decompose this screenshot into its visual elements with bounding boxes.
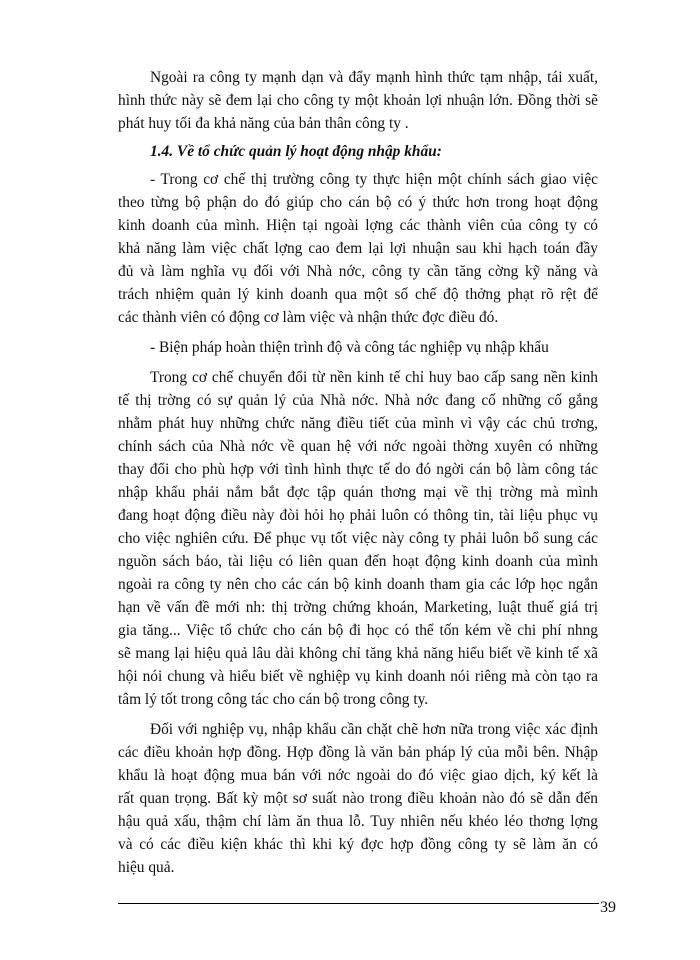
paragraph-line: sẽ mang lại hiệu quả lâu dài không chỉ tăng khả năng hiểu biết về kinh tế xã	[118, 645, 598, 662]
paragraph-line: theo từng bộ phận do đó giúp cho cán bộ có ý thức hơn trong hoạt động	[118, 194, 598, 211]
paragraph-line: các thành viên có động cơ làm việc và nhận thức đợc điều đó.	[118, 309, 499, 326]
paragraph-line: đang hoạt động điều này đòi hỏi họ phải luôn có thông tin, tài liệu phục vụ	[118, 507, 598, 524]
paragraph-line: và có các điều kiện khác thì khi ký đợc hợp đồng công ty sẽ làm ăn có	[118, 836, 598, 853]
paragraph-line: tâm lý tốt trong công tác cho cán bộ trong công ty.	[118, 691, 429, 708]
paragraph-line: hình thức này sẽ đem lại cho công ty một khoản lợi nhuận lớn. Đồng thời sẽ	[118, 92, 598, 109]
section-heading: 1.4. Về tổ chức quản lý hoạt động nhập khẩu:	[150, 143, 442, 160]
paragraph-line: ngoài ra công ty nên cho các cán bộ kinh doanh tham gia các lớp học ngắn	[118, 576, 598, 593]
paragraph-line: Trong cơ chế chuyển đổi từ nền kinh tế chỉ huy bao cấp sang nền kinh	[150, 369, 598, 386]
paragraph-line: gia tăng... Việc tổ chức cho cán bộ đi học có thể tốn kém về chi phí nhng	[118, 622, 598, 639]
paragraph-line: nhập khẩu phải nắm bắt đợc tập quán thơng mại về thị trờng mà mình	[118, 484, 598, 501]
paragraph-line: khả năng làm việc chất lợng cao đem lại lợi nhuận sau khi hạch toán đầy	[118, 240, 598, 257]
paragraph-line: Đối với nghiệp vụ, nhập khẩu cần chặt chẽ hơn nữa trong việc xác định	[150, 721, 598, 738]
document-body	[118, 66, 598, 879]
paragraph-line: rất quan trọng. Bất kỳ một sơ suất nào trong điều khoản nào đó sẽ dẫn đến	[118, 790, 598, 807]
paragraph-line: kinh doanh của mình. Hiện tại ngoài lợng các thành viên của công ty có	[118, 217, 598, 234]
paragraph-co-che-chuyen-doi	[118, 366, 598, 711]
paragraph-line: thay đổi cho phù hợp với tình hình thực tế do đó ngời cán bộ làm công tác	[118, 461, 598, 478]
paragraph-bien-phap: - Biện pháp hoàn thiện trình độ và công tác nghiệp vụ nhập khẩu	[150, 339, 549, 356]
paragraph-line: nguồn sách báo, tài liệu có liên quan đến hoạt động kinh doanh của mình	[118, 553, 598, 570]
paragraph-line: hậu quả xấu, thậm chí làm ăn thua lỗ. Tuy nhiên nếu khéo léo thơng lợng	[118, 813, 598, 830]
paragraph-line: hiệu quả.	[118, 859, 175, 876]
paragraph-line: cho việc nghiên cứu. Để phục vụ tốt việc này công ty phải luôn bổ sung các	[118, 530, 598, 547]
paragraph-line: đủ và làm nghĩa vụ đối với Nhà nớc, công ty cần tăng cờng kỹ năng và	[118, 263, 598, 280]
paragraph-line: trách nhiệm quản lý kinh doanh qua một số chế độ thởng phạt rõ rệt để	[118, 286, 598, 303]
paragraph-chinh-sach-giao-viec	[118, 168, 598, 329]
paragraph-line: hạn về vấn đề mới nh: thị trờng chứng khoán, Marketing, luật thuế giá trị	[118, 599, 598, 616]
paragraph-line: nhằm phát huy những chức năng điều tiết của mình vì vậy các chủ trơng,	[118, 415, 598, 432]
paragraph-line: - Trong cơ chế thị trường công ty thực hiện một chính sách giao việc	[150, 171, 598, 188]
paragraph-nghiep-vu-nhap-khau	[118, 718, 598, 879]
paragraph-line: Ngoài ra công ty mạnh dạn và đẩy mạnh hình thức tạm nhập, tái xuất,	[150, 69, 598, 86]
paragraph-line: khẩu là hoạt động mua bán với nớc ngoài do đó việc giao dịch, ký kết là	[118, 767, 598, 784]
paragraph-tam-nhap-tai-xuat	[118, 66, 598, 135]
footer-divider	[118, 903, 599, 904]
paragraph-line: tế thị trờng có sự quản lý của Nhà nớc. Nhà nớc đang cố những cố gắng	[118, 392, 598, 409]
paragraph-line: chính sách của Nhà nớc về quan hệ với nớc ngoài thờng xuyên có những	[118, 438, 598, 455]
paragraph-line: các điều khoản hợp đồng. Hợp đồng là văn bản pháp lý của mỗi bên. Nhập	[118, 744, 598, 761]
paragraph-line: hội nói chung và hiểu biết về nghiệp vụ kinh doanh nói riêng mà còn tạo ra	[118, 668, 598, 685]
page-number: 39	[600, 899, 616, 916]
paragraph-line: phát huy tối đa khả năng của bản thân công ty .	[118, 115, 409, 132]
